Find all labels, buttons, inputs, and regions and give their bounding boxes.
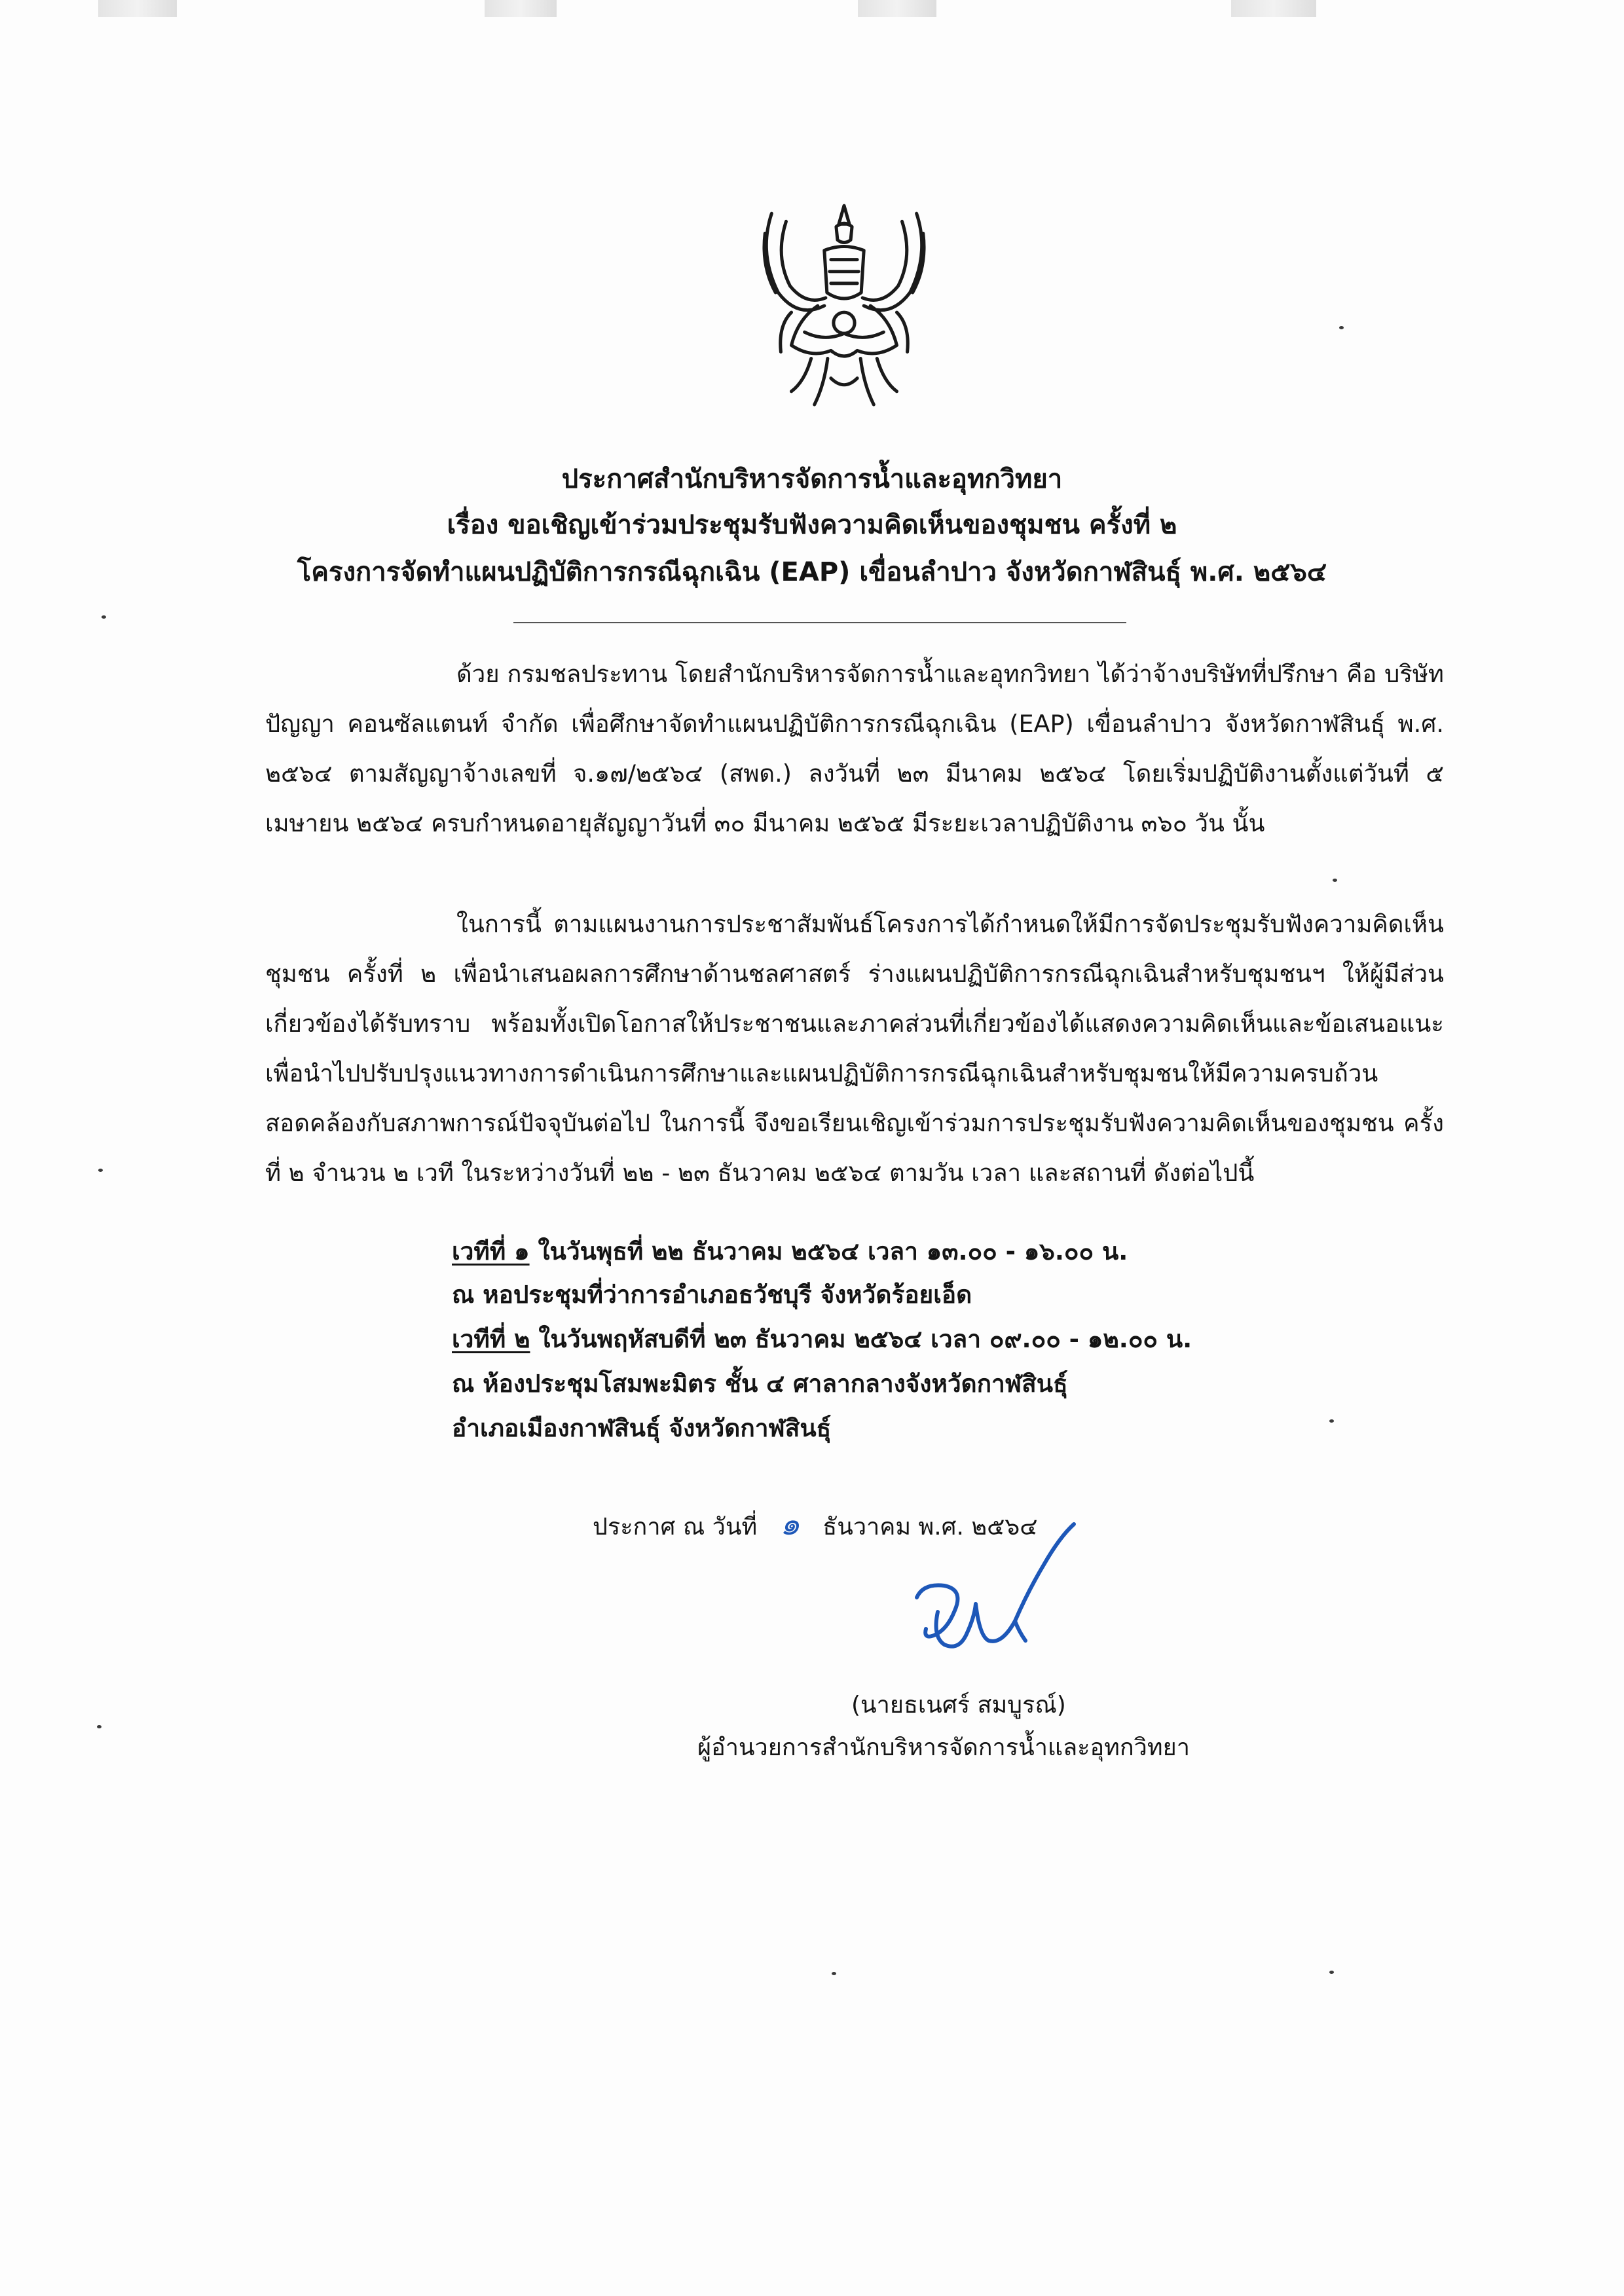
scan-speck — [832, 1972, 836, 1975]
scan-artifact — [485, 0, 557, 17]
scan-artifact — [1231, 0, 1316, 17]
body-paragraph-1 — [265, 649, 1444, 848]
session-1-label: เวทีที่ ๑ — [452, 1237, 530, 1266]
scan-artifact — [858, 0, 936, 17]
scan-artifact — [98, 0, 177, 17]
project-title: โครงการจัดทำแผนปฏิบัติการกรณีฉุกเฉิน (EAP) เขื่อนลำปาว จังหวัดกาฬสินธุ์ พ.ศ. ๒๕๖๔ — [297, 557, 1327, 587]
scan-speck — [98, 1169, 103, 1172]
date-prefix: ประกาศ ณ วันที่ — [593, 1514, 758, 1540]
scan-speck — [97, 1725, 101, 1728]
session-2-datetime — [452, 1326, 1192, 1353]
announcement-subject: เรื่อง ขอเชิญเข้าร่วมประชุมรับฟังความคิดเห็นของชุมชน ครั้งที่ ๒ — [447, 510, 1177, 540]
session-2-venue-district: อำเภอเมืองกาฬสินธุ์ จังหวัดกาฬสินธุ์ — [452, 1414, 832, 1442]
session-1-time: ในวันพุธที่ ๒๒ ธันวาคม ๒๕๖๔ เวลา ๑๓.๐๐ - ๑๖.๐๐ น. — [529, 1237, 1128, 1266]
session-2-time: ในวันพฤหัสบดีที่ ๒๓ ธันวาคม ๒๕๖๔ เวลา ๐๙.๐๐ - ๑๒.๐๐ น. — [530, 1325, 1192, 1353]
paragraph-1-text: ด้วย กรมชลประทาน โดยสำนักบริหารจัดการน้ำและอุทกวิทยา ได้ว่าจ้างบริษัทที่ปรึกษา คือ บริษัท ปัญญา คอนซัลแตนท์ จำกัด เพื่อศึกษาจัดทำแผนปฏิบัติการกรณีฉุกเฉิน (EAP) เขื่อนลำปาว จังหวัดกาฬสินธุ์ พ.ศ. ๒๕๖๔ ตามสัญญาจ้างเลขที่ จ.๑๗/๒๕๖๔ (สพด.) ลงวันที่ ๒๓ มีนาคม ๒๕๖๔ โดยเริ่มปฏิบัติงานตั้งแต่วันที่ ๕ เมษายน ๒๕๖๔ ครบกำหนดอายุสัญญาวันที่ ๓๐ มีนาคม ๒๕๖๕ มีระยะเวลาปฏิบัติงาน ๓๖๐ วัน นั้น — [265, 660, 1444, 837]
scan-speck — [1329, 1971, 1334, 1974]
signer-title: ผู้อำนวยการสำนักบริหารจัดการน้ำและอุทกวิทยา — [697, 1734, 1190, 1761]
signer-name: (นายธเนศร์ สมบูรณ์) — [851, 1692, 1066, 1719]
scan-speck — [1329, 1419, 1334, 1423]
scan-speck — [101, 615, 106, 619]
scan-speck — [1333, 879, 1337, 882]
handwritten-day: ๑ — [780, 1506, 800, 1542]
header-divider — [513, 622, 1126, 623]
paragraph-2-text: ในการนี้ ตามแผนงานการประชาสัมพันธ์โครงการได้กำหนดให้มีการจัดประชุมรับฟังความคิดเห็นชุมชน ครั้งที่ ๒ เพื่อนำเสนอผลการศึกษาด้านชลศาสตร์ ร่างแผนปฏิบัติการกรณีฉุกเฉินสำหรับชุมชนฯ ให้ผู้มีส่วนเกี่ยวข้องได้รับทราบ พร้อมทั้งเปิดโอกาสให้ประชาชนและภาคส่วนที่เกี่ยวข้องได้แสดงความคิดเห็นและข้อเสนอแนะ เพื่อนำไปปรับปรุงแนวทางการดำเนินการศึกษาและแผนปฏิบัติการกรณีฉุกเฉินสำหรับชุมชนให้มีความครบถ้วน สอดคล้องกับสภาพการณ์ปัจจุบันต่อไป ในการนี้ จึงขอเรียนเชิญเข้าร่วมการประชุมรับฟังความคิดเห็นของชุมชน ครั้งที่ ๒ จำนวน ๒ เวที ในระหว่างวันที่ ๒๒ - ๒๓ ธันวาคม ๒๕๖๔ ตามวัน เวลา และสถานที่ ดังต่อไปนี้ — [265, 910, 1444, 1187]
announcement-title: ประกาศสำนักบริหารจัดการน้ำและอุทกวิทยา — [561, 464, 1063, 494]
session-2-venue: ณ ห้องประชุมโสมพะมิตร ชั้น ๔ ศาลากลางจังหวัดกาฬสินธุ์ — [452, 1370, 1068, 1398]
session-1-venue: ณ หอประชุมที่ว่าการอำเภอธวัชบุรี จังหวัดร้อยเอ็ด — [452, 1281, 972, 1309]
session-1-datetime — [452, 1239, 1128, 1266]
handwritten-signature — [904, 1506, 1113, 1683]
scan-speck — [1339, 326, 1344, 329]
garuda-emblem — [752, 194, 936, 411]
date-suffix: ธันวาคม พ.ศ. ๒๕๖๔ — [822, 1514, 1038, 1540]
body-paragraph-2 — [265, 900, 1444, 1198]
session-2-label: เวทีที่ ๒ — [452, 1325, 530, 1353]
